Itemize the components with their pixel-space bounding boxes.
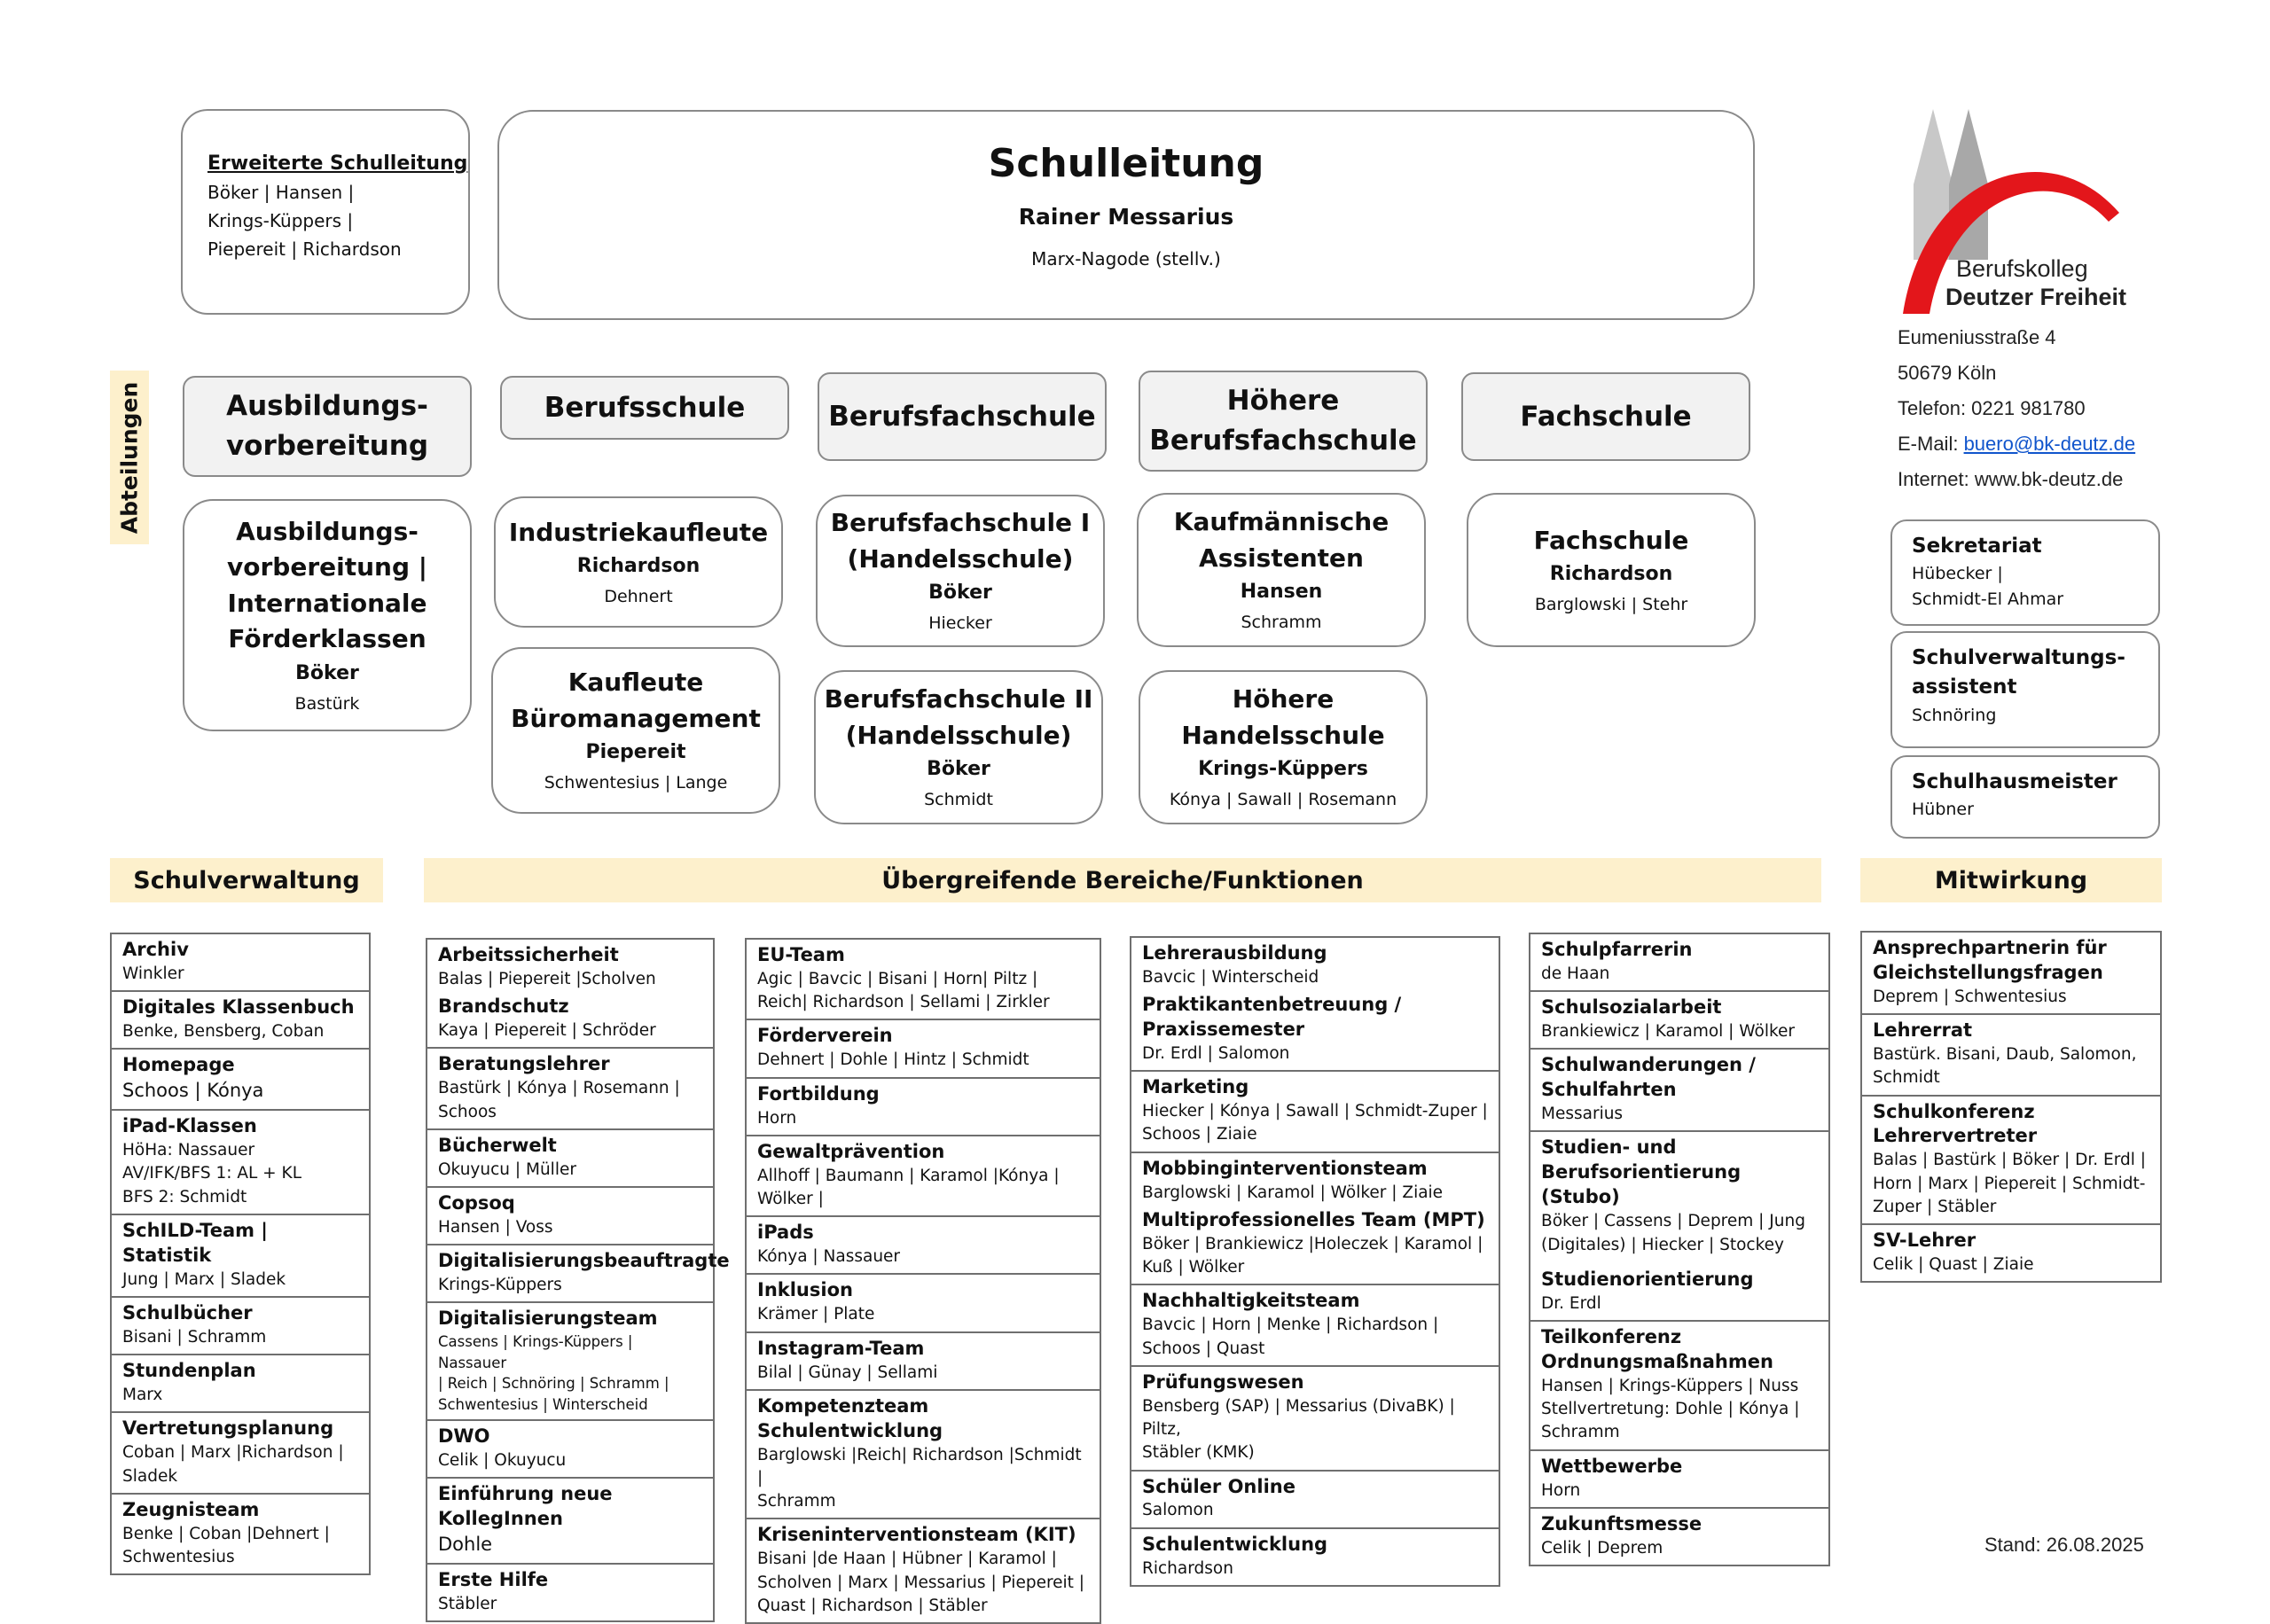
unit-fachschule — [1467, 493, 1756, 647]
abteilungen-label: Abteilungen — [116, 381, 143, 534]
item-title: Schulentwicklung — [1142, 1533, 1328, 1555]
item-members: Schoos | Kónya — [122, 1080, 264, 1102]
contact-phone: Telefon: 0221 981780 — [1898, 397, 2086, 419]
dept-hoehere-berufsfachschule — [1139, 371, 1428, 472]
list-item — [1862, 933, 2160, 1015]
item-title: Prüfungswesen — [1142, 1370, 1304, 1393]
list-item — [1131, 989, 1499, 1072]
list-item — [1131, 1153, 1499, 1205]
unit-head: Richardson — [576, 555, 701, 578]
list-item — [1862, 1225, 2160, 1281]
item-title: EU-Team — [757, 944, 845, 965]
schulleitung-box — [497, 110, 1755, 320]
item-members: Bavcic | Horn | Menke | Richardson | Schoos | Quast — [1142, 1316, 1439, 1358]
dept-label: Höhere Berufsfachschule — [1149, 385, 1417, 457]
item-title: Inklusion — [757, 1279, 853, 1301]
item-members: Barglowski | Karamol | Wölker | Ziaie — [1142, 1183, 1444, 1202]
item-members: Brankiewicz | Karamol | Wölker — [1541, 1022, 1796, 1042]
list-item — [1862, 1097, 2160, 1226]
list-item — [112, 1215, 369, 1298]
item-title: Marketing — [1142, 1076, 1249, 1098]
item-members: Kónya | Nassauer — [757, 1247, 901, 1267]
unit-head: Piepereit — [585, 741, 686, 764]
item-members: Bastürk. Bisani, Daub, Salomon, Schmidt — [1873, 1045, 2137, 1088]
item-members: Bilal | Günay | Sellami — [757, 1362, 938, 1382]
erweiterte-schulleitung-title: Erweiterte Schulleitung — [207, 152, 468, 175]
item-members: Horn — [1541, 1480, 1581, 1500]
item-members: Benke, Bensberg, Coban — [122, 1022, 325, 1042]
item-title: Einführung neue KollegInnen — [438, 1483, 613, 1530]
unit-berufsfachschule-1 — [816, 495, 1105, 647]
item-members: Dehnert | Dohle | Hintz | Schmidt — [757, 1050, 1029, 1070]
item-title: Ansprechpartnerin für Gleichstellungsfragen — [1873, 937, 2107, 983]
item-title: Mobbinginterventionsteam — [1142, 1157, 1428, 1179]
item-title: Gewaltprävention — [757, 1140, 945, 1162]
item-members: Balas | Bastürk | Böker | Dr. Erdl | Horn | Marx | Piepereit | Schmidt- Zuper | Stäbler — [1873, 1151, 2147, 1216]
item-title: Wettbewerbe — [1541, 1455, 1683, 1477]
unit-head: Hansen — [1240, 581, 1323, 604]
unit-head: Richardson — [1549, 563, 1673, 586]
unit-head: Böker — [295, 661, 359, 684]
column-schulverwaltung — [110, 933, 371, 1575]
list-item — [427, 1479, 713, 1565]
side-sekretariat — [1890, 519, 2160, 626]
unit-title: Fachschule — [1533, 525, 1689, 555]
item-members: Richardson — [1142, 1558, 1233, 1578]
item-title: Schüler Online — [1142, 1475, 1295, 1497]
item-title: Brandschutz — [438, 995, 569, 1018]
unit-berufsfachschule-2 — [814, 670, 1103, 824]
list-item — [427, 940, 713, 991]
unit-title: Berufsfachschule II (Handelsschule) — [824, 684, 1093, 750]
schulleitung-head: Rainer Messarius — [1018, 204, 1234, 230]
item-title: Schulwanderungen / Schulfahrten — [1541, 1054, 1756, 1101]
item-title: Erste Hilfe — [438, 1568, 549, 1590]
item-title: Fortbildung — [757, 1082, 880, 1105]
list-item — [747, 940, 1100, 1020]
list-item — [1530, 992, 1828, 1050]
unit-members: Schwentesius | Lange — [544, 773, 728, 793]
item-members: Dohle — [438, 1534, 493, 1556]
side-members: Schnöring — [1912, 705, 1997, 725]
list-item — [427, 991, 713, 1049]
item-members: Hansen | Voss — [438, 1217, 553, 1237]
unit-members: Hiecker — [928, 613, 992, 634]
list-item — [112, 1111, 369, 1215]
item-members: Bisani | Schramm — [122, 1327, 267, 1347]
item-title: Kompetenzteam Schulentwicklung — [757, 1394, 943, 1441]
item-members: Jung | Marx | Sladek — [122, 1269, 286, 1289]
stand-date: Stand: 26.08.2025 — [1984, 1534, 2144, 1556]
dept-berufsschule — [500, 376, 789, 440]
list-item — [112, 992, 369, 1050]
item-members: Dr. Erdl | Salomon — [1142, 1044, 1290, 1064]
item-members: Salomon — [1142, 1501, 1214, 1520]
item-members: Celik | Deprem — [1541, 1538, 1663, 1558]
unit-members: Schramm — [1241, 613, 1322, 633]
item-title: Praktikantenbetreuung / Praxissemester — [1142, 994, 1402, 1041]
dept-label: Berufsschule — [544, 391, 746, 424]
list-item — [747, 1519, 1100, 1622]
item-members: Krämer | Plate — [757, 1305, 875, 1324]
item-members: HöHa: Nassauer AV/IFK/BFS 1: AL + KL BFS 2: Schmidt — [122, 1141, 302, 1206]
list-item — [1530, 1322, 1828, 1451]
side-title: Sekretariat — [1912, 535, 2042, 558]
school-logo — [1898, 105, 2128, 317]
list-item — [427, 1303, 713, 1421]
list-item — [747, 1136, 1100, 1217]
item-members: Cassens | Krings-Küppers | Nassauer | Reich | Schnöring | Schramm | Schwentesius | Winterscheid — [438, 1333, 669, 1413]
list-item — [427, 1421, 713, 1479]
contact-email-label: E-Mail: — [1898, 433, 1964, 455]
list-item — [112, 1050, 369, 1111]
item-members: de Haan — [1541, 964, 1610, 983]
item-members: Kaya | Piepereit | Schröder — [438, 1021, 656, 1041]
item-title: Teilkonferenz Ordnungsmaßnahmen — [1541, 1325, 1773, 1372]
list-item — [427, 1049, 713, 1129]
contact-street: Eumeniusstraße 4 — [1898, 326, 2056, 348]
item-members: Barglowski |Reich| Richardson |Schmidt | Schramm — [757, 1445, 1082, 1511]
list-item — [1530, 1050, 1828, 1132]
item-title: Schulsozialarbeit — [1541, 996, 1722, 1019]
item-members: Messarius — [1541, 1105, 1624, 1124]
item-title: Schulkonferenz Lehrervertreter — [1873, 1100, 2038, 1147]
contact-city: 50679 Köln — [1898, 362, 1997, 384]
item-members: Agic | Bavcic | Bisani | Horn| Piltz | Reich| Richardson | Sellami | Zirkler — [757, 969, 1050, 1012]
item-title: Digitalisierungsteam — [438, 1308, 658, 1330]
unit-members: Dehnert — [604, 586, 673, 606]
unit-title: Kaufmännische Assistenten — [1173, 507, 1389, 573]
list-item — [427, 1130, 713, 1188]
item-title: iPads — [757, 1222, 814, 1244]
item-title: Instagram-Team — [757, 1337, 925, 1359]
item-title: Zeugnisteam — [122, 1498, 260, 1520]
item-members: Benke | Coban |Dehnert | Schwentesius — [122, 1524, 330, 1566]
erweiterte-schulleitung-box — [181, 109, 470, 315]
dept-label: Fachschule — [1520, 400, 1692, 433]
item-title: DWO — [438, 1425, 490, 1447]
list-item — [747, 1079, 1100, 1136]
column-uebergreifend-1 — [426, 938, 730, 1622]
list-item — [112, 1355, 369, 1413]
item-title: Studien- und Berufsorientierung (Stubo) — [1541, 1136, 1742, 1208]
item-members: Krings-Küppers — [438, 1276, 562, 1295]
list-item — [1131, 938, 1499, 989]
list-item — [1862, 1015, 2160, 1096]
list-item — [1131, 1072, 1499, 1152]
side-title: Schulhausmeister — [1912, 770, 2117, 793]
unit-hoehere-handelsschule — [1139, 670, 1428, 824]
list-item — [1530, 1509, 1828, 1565]
item-members: Okuyucu | Müller — [438, 1159, 576, 1179]
item-members: Bisani |de Haan | Hübner | Karamol | Scholven | Marx | Messarius | Piepereit | Quast | Richardson | Stäbler — [757, 1550, 1085, 1615]
item-title: Digitales Klassenbuch — [122, 996, 355, 1019]
item-title: Homepage — [122, 1054, 235, 1076]
contact-web: Internet: www.bk-deutz.de — [1898, 468, 2124, 490]
item-title: Lehrerausbildung — [1142, 942, 1327, 964]
unit-ausbildungsvorbereitung — [183, 499, 472, 731]
list-item — [747, 1391, 1100, 1520]
band-uebergreifend: Übergreifende Bereiche/Funktionen — [424, 858, 1821, 902]
list-item — [112, 1495, 369, 1573]
column-mitwirkung — [1860, 931, 2162, 1283]
abteilungen-label-bar — [110, 371, 149, 544]
item-title: Beratungslehrer — [438, 1053, 610, 1075]
unit-title: Kaufleute Büromanagement — [511, 668, 761, 733]
item-members: Allhoff | Baumann | Karamol |Kónya | Wölker | — [757, 1166, 1060, 1209]
item-title: Kriseninterventionsteam (KIT) — [757, 1524, 1076, 1546]
list-item — [747, 1275, 1100, 1332]
unit-title: Berufsfachschule I (Handelsschule) — [830, 508, 1091, 574]
item-title: Zukunftsmesse — [1541, 1512, 1702, 1534]
column-uebergreifend-4 — [1529, 933, 1830, 1566]
item-members: Böker | Brankiewicz |Holeczek | Karamol | Kuß | Wölker — [1142, 1234, 1483, 1277]
item-members: Dr. Erdl — [1541, 1293, 1601, 1313]
dept-ausbildungsvorbereitung — [183, 376, 472, 477]
side-schulhausmeister — [1890, 755, 2160, 839]
list-item — [427, 1245, 730, 1303]
unit-kaufleute-bueromanagement — [491, 647, 780, 814]
list-item — [112, 1298, 369, 1355]
unit-head: Böker — [927, 758, 990, 781]
side-members: Hübner — [1912, 800, 1974, 820]
unit-title: Höhere Handelsschule — [1181, 684, 1385, 750]
list-item — [1530, 1132, 1828, 1321]
unit-members: Bastürk — [294, 693, 360, 714]
item-members: Hiecker | Kónya | Sawall | Schmidt-Zuper | Schoos | Ziaie — [1142, 1102, 1488, 1144]
band-mitwirkung: Mitwirkung — [1860, 858, 2162, 902]
list-item — [427, 1565, 713, 1620]
dept-label: Ausbildungs- vorbereitung — [225, 390, 429, 462]
item-title: Nachhaltigkeitsteam — [1142, 1290, 1360, 1312]
list-item — [1530, 1451, 1828, 1509]
item-members: Celik | Quast | Ziaie — [1873, 1255, 2034, 1275]
dept-fachschule — [1461, 372, 1750, 461]
item-members: Böker | Cassens | Deprem | Jung (Digitales) | Hiecker | Stockey — [1541, 1212, 1805, 1254]
erweiterte-member-3: Piepereit | Richardson — [207, 238, 402, 260]
list-item — [747, 1217, 1100, 1275]
column-uebergreifend-2 — [745, 938, 1101, 1624]
item-title: Vertretungsplanung — [122, 1417, 334, 1440]
item-title: SV-Lehrer — [1873, 1230, 1976, 1252]
list-item — [747, 1333, 1100, 1391]
unit-head: Krings-Küppers — [1198, 758, 1368, 781]
item-title: SchILD-Team | Statistik — [122, 1219, 268, 1266]
item-members: Bensberg (SAP) | Messarius (DivaBK) | Piltz, Stäbler (KMK) — [1142, 1396, 1455, 1463]
item-members: Coban | Marx |Richardson | Sladek — [122, 1443, 344, 1486]
unit-title: Industriekaufleute — [508, 517, 769, 547]
item-members: Bastürk | Kónya | Rosemann | Schoos — [438, 1079, 680, 1121]
erweiterte-member-2: Krings-Küppers | — [207, 209, 354, 231]
side-members: Hübecker | Schmidt-El Ahmar — [1912, 564, 2064, 609]
side-schulverwaltungsassistent — [1890, 631, 2160, 748]
item-title: Schulbücher — [122, 1301, 253, 1323]
item-subtitle: Studienorientierung — [1541, 1268, 1754, 1290]
item-members: Horn — [757, 1108, 797, 1128]
list-item — [1131, 1285, 1499, 1366]
dept-berufsfachschule — [818, 372, 1107, 461]
item-title: Schulpfarrerin — [1541, 939, 1693, 960]
logo-line-1: Berufskolleg — [1956, 255, 2088, 282]
unit-head: Böker — [928, 582, 992, 605]
item-title: Archiv — [122, 939, 189, 960]
item-members: Winkler — [122, 964, 184, 983]
list-item — [427, 1188, 713, 1245]
column-uebergreifend-3 — [1130, 936, 1500, 1587]
item-title: Copsoq — [438, 1192, 515, 1214]
unit-members: Kónya | Sawall | Rosemann — [1169, 790, 1397, 810]
list-item — [1131, 1367, 1499, 1472]
item-members: Balas | Piepereit |Scholven — [438, 969, 656, 988]
list-item — [1530, 934, 1828, 992]
item-title: Stundenplan — [122, 1360, 256, 1382]
item-title: Digitalisierungsbeauftragte — [438, 1250, 730, 1272]
item-title: Multiprofessionelles Team (MPT) — [1142, 1208, 1485, 1230]
schulleitung-title: Schulleitung — [988, 141, 1264, 186]
contact-email-link[interactable]: buero@bk-deutz.de — [1963, 433, 2136, 455]
logo-line-2: Deutzer Freiheit — [1945, 284, 2127, 310]
unit-industriekaufleute — [494, 496, 783, 628]
item-title: Arbeitssicherheit — [438, 944, 619, 965]
item-members: Hansen | Krings-Küppers | Nuss Stellvertretung: Dohle | Kónya | Schramm — [1541, 1376, 1800, 1442]
item-members: Bavcic | Winterscheid — [1142, 967, 1319, 987]
list-item — [747, 1020, 1100, 1078]
erweiterte-member-1: Böker | Hansen | — [207, 181, 355, 203]
item-members: Celik | Okuyucu — [438, 1450, 567, 1470]
list-item — [1131, 1529, 1499, 1585]
list-item — [112, 934, 369, 992]
item-title: iPad-Klassen — [122, 1115, 257, 1137]
list-item — [1131, 1472, 1499, 1529]
side-title: Schulverwaltungs- assistent — [1912, 646, 2125, 699]
unit-members: Schmidt — [924, 790, 993, 810]
item-members: Stäbler — [438, 1594, 497, 1613]
list-item — [1131, 1205, 1499, 1285]
unit-title: Ausbildungs- vorbereitung | Internationale Förderklassen — [227, 516, 427, 654]
unit-kaufmaennische-assistenten — [1137, 493, 1426, 647]
contact-email-row — [1898, 433, 2135, 456]
band-schulverwaltung: Schulverwaltung — [110, 858, 383, 902]
item-members: Deprem | Schwentesius — [1873, 987, 2067, 1006]
item-title: Lehrerrat — [1873, 1019, 1973, 1042]
item-title: Förderverein — [757, 1025, 893, 1047]
list-item — [112, 1413, 369, 1494]
schulleitung-deputy: Marx-Nagode (stellv.) — [1031, 248, 1221, 270]
dept-label: Berufsfachschule — [828, 400, 1096, 433]
item-members: Marx — [122, 1386, 163, 1405]
unit-members: Barglowski | Stehr — [1534, 594, 1688, 614]
item-title: Bücherwelt — [438, 1134, 557, 1156]
